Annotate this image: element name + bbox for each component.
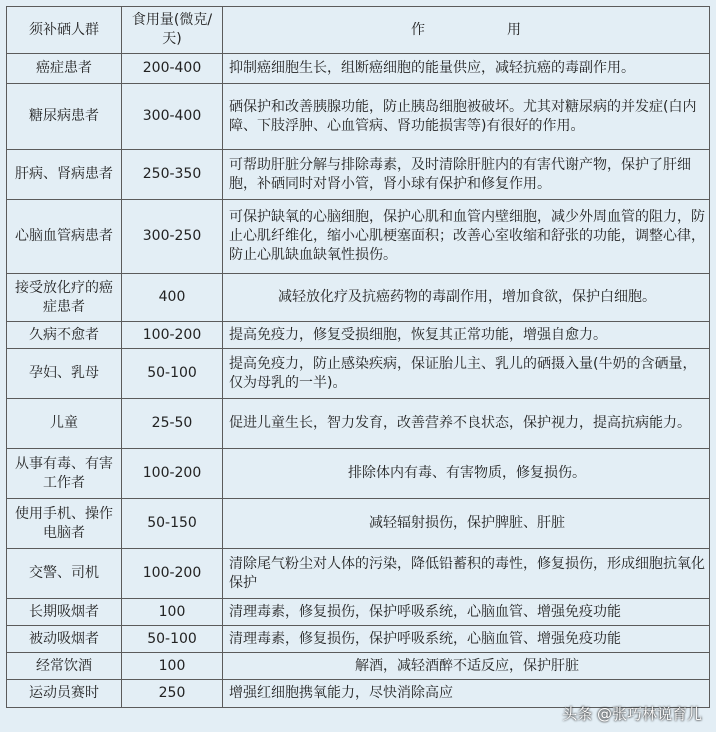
table-row xyxy=(7,349,710,399)
row-group: 心脑血管病患者 xyxy=(7,200,122,274)
watermark xyxy=(562,703,702,724)
header-dose: 食用量(微克/天) xyxy=(122,7,223,54)
row-group: 癌症患者 xyxy=(7,54,122,84)
row-group: 久病不愈者 xyxy=(7,322,122,349)
row-dose: 100-200 xyxy=(122,449,223,499)
table-row xyxy=(7,549,710,599)
row-effect: 清理毒素，修复损伤，保护呼吸系统，心脑血管、增强免疫功能 xyxy=(223,626,710,653)
row-group: 儿童 xyxy=(7,399,122,449)
row-group: 肝病、肾病患者 xyxy=(7,150,122,200)
row-effect: 硒保护和改善胰腺功能，防止胰岛细胞被破坏。尤其对糖尿病的并发症(白内障、下肢浮肿、心血管病、肾功能损害等)有很好的作用。 xyxy=(223,84,710,150)
table-row xyxy=(7,200,710,274)
row-dose: 300-400 xyxy=(122,84,223,150)
row-dose: 250 xyxy=(122,680,223,708)
row-group: 经常饮酒 xyxy=(7,653,122,680)
watermark-text: 头条 @张巧林说育儿 xyxy=(562,705,702,723)
row-effect: 增强红细胞携氧能力，尽快消除高应 xyxy=(223,680,710,708)
table-row xyxy=(7,322,710,349)
table-row xyxy=(7,499,710,549)
row-effect: 可帮助肝脏分解与排除毒素，及时清除肝脏内的有害代谢产物，保护了肝细胞，补硒同时对肾小管，肾小球有保护和修复作用。 xyxy=(223,150,710,200)
row-dose: 300-250 xyxy=(122,200,223,274)
header-group: 须补硒人群 xyxy=(7,7,122,54)
row-dose: 50-100 xyxy=(122,349,223,399)
row-group: 交警、司机 xyxy=(7,549,122,599)
row-effect: 解酒，减轻酒醉不适反应，保护肝脏 xyxy=(223,653,710,680)
row-effect: 减轻放化疗及抗癌药物的毒副作用，增加食欲，保护白细胞。 xyxy=(223,274,710,322)
row-dose: 100-200 xyxy=(122,549,223,599)
row-effect: 排除体内有毒、有害物质，修复损伤。 xyxy=(223,449,710,499)
table-row xyxy=(7,599,710,626)
selenium-table xyxy=(6,6,710,708)
row-dose: 400 xyxy=(122,274,223,322)
row-group: 使用手机、操作电脑者 xyxy=(7,499,122,549)
table-row xyxy=(7,399,710,449)
table-row xyxy=(7,653,710,680)
row-dose: 25-50 xyxy=(122,399,223,449)
row-dose: 100 xyxy=(122,599,223,626)
row-dose: 100-200 xyxy=(122,322,223,349)
table-row xyxy=(7,54,710,84)
row-group: 运动员赛时 xyxy=(7,680,122,708)
row-effect: 提高免疫力，防止感染疾病，保证胎儿主、乳儿的硒摄入量(牛奶的含硒量，仅为母乳的一半)。 xyxy=(223,349,710,399)
table-row xyxy=(7,274,710,322)
row-effect: 减轻辐射损伤，保护脾脏、肝脏 xyxy=(223,499,710,549)
row-group: 长期吸烟者 xyxy=(7,599,122,626)
row-effect: 清理毒素，修复损伤，保护呼吸系统，心脑血管、增强免疫功能 xyxy=(223,599,710,626)
row-dose: 50-100 xyxy=(122,626,223,653)
row-group: 糖尿病患者 xyxy=(7,84,122,150)
row-effect: 提高免疫力，修复受损细胞，恢复其正常功能，增强自愈力。 xyxy=(223,322,710,349)
row-dose: 50-150 xyxy=(122,499,223,549)
row-group: 被动吸烟者 xyxy=(7,626,122,653)
row-group: 从事有毒、有害工作者 xyxy=(7,449,122,499)
table-row xyxy=(7,150,710,200)
row-dose: 250-350 xyxy=(122,150,223,200)
row-effect: 清除尾气粉尘对人体的污染，降低铅蓄积的毒性，修复损伤，形成细胞抗氧化保护 xyxy=(223,549,710,599)
header-effect: 作 用 xyxy=(223,7,710,54)
row-effect: 抑制癌细胞生长，组断癌细胞的能量供应，减轻抗癌的毒副作用。 xyxy=(223,54,710,84)
table-row xyxy=(7,84,710,150)
row-group: 孕妇、乳母 xyxy=(7,349,122,399)
row-group: 接受放化疗的癌症患者 xyxy=(7,274,122,322)
row-dose: 100 xyxy=(122,653,223,680)
row-effect: 可保护缺氧的心脑细胞，保护心肌和血管内壁细胞，减少外周血管的阻力，防止心肌纤维化，缩小心肌梗塞面积；改善心室收缩和舒张的功能，调整心律，防止心肌缺血缺氧性损伤。 xyxy=(223,200,710,274)
table-row xyxy=(7,449,710,499)
row-dose: 200-400 xyxy=(122,54,223,84)
table-row xyxy=(7,626,710,653)
row-effect: 促进儿童生长，智力发育，改善营养不良状态，保护视力，提高抗病能力。 xyxy=(223,399,710,449)
table-header-row xyxy=(7,7,710,54)
